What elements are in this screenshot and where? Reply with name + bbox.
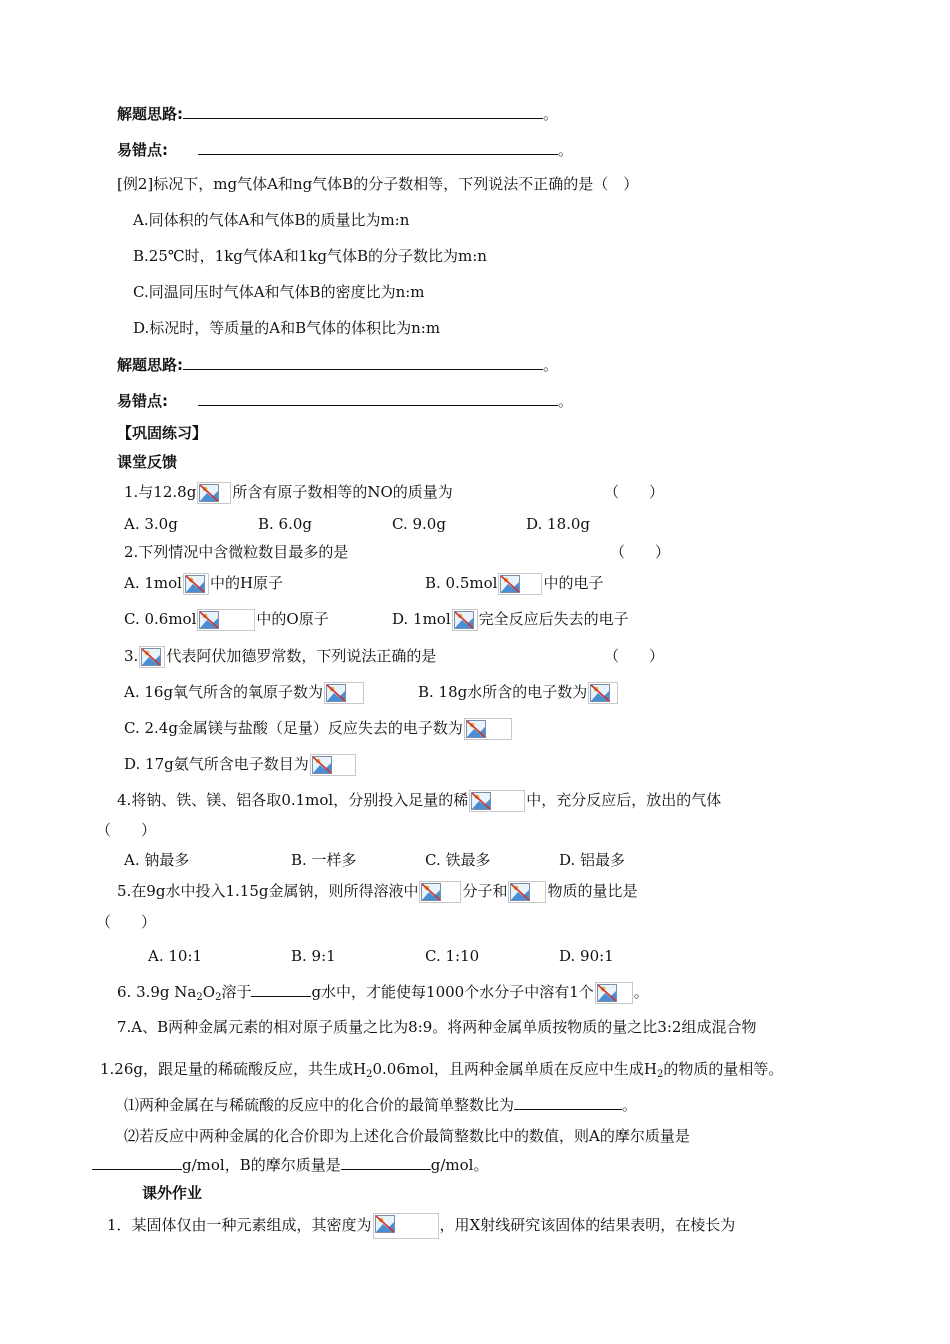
example-tag: [例2] <box>117 175 154 193</box>
broken-image-icon <box>454 611 474 629</box>
q1-stem: 1.与12.8g 所含有原子数相等的NO的质量为 <box>124 482 453 504</box>
broken-image-icon <box>326 684 346 702</box>
q7-line2: 1.26g，跟足量的稀硫酸反应，共生成$H_20.06mol$，且两种金属单质在反应中生成$H_2$的物质的量相等。 <box>100 1060 784 1080</box>
broken-image-icon <box>199 611 219 629</box>
broken-image-icon <box>466 720 486 738</box>
error-row-2 <box>117 391 573 411</box>
option-a: A.同体积的气体A和气体B的质量比为m:n <box>133 211 410 229</box>
q1-option-d: D. 18.0g <box>526 515 591 533</box>
formula-image <box>469 790 525 812</box>
q5-option-b: B. 9:1 <box>291 947 336 965</box>
thinking-label: 解题思路: <box>117 356 183 374</box>
homework-q1: 1．某固体仅由一种元素组成，其密度为 ，用X射线研究该固体的结果表明，在棱长为 <box>107 1213 735 1239</box>
answer-blank[interactable] <box>198 140 558 155</box>
formula-image <box>419 881 461 903</box>
formula-image <box>310 754 356 776</box>
q4-option-c: C. 铁最多 <box>425 851 491 869</box>
q5-option-d: D. 90:1 <box>559 947 614 965</box>
q4-option-b: B. 一样多 <box>291 851 357 869</box>
thinking-row-1 <box>117 104 558 124</box>
example-2-question <box>117 174 638 194</box>
formula-image <box>197 609 255 631</box>
q2-option-c: C. 0.6mol 中的O原子 <box>124 609 329 631</box>
q6-stem: 6. 3.9g $Na_2O_2$溶于 g水中，才能使每1000个水分子中溶有1个 。 <box>117 983 649 1003</box>
answer-blank[interactable] <box>198 391 558 406</box>
q4-option-d: D. 铝最多 <box>559 851 626 869</box>
period: 。 <box>558 392 574 410</box>
formula-image <box>373 1213 439 1239</box>
formula-image <box>183 573 209 595</box>
broken-image-icon <box>510 883 530 901</box>
formula-image <box>464 718 512 740</box>
option-c: C.同温同压时气体A和气体B的密度比为n:m <box>133 283 425 301</box>
q5-option-c: C. 1:10 <box>425 947 480 965</box>
q7-part1: ⑴两种金属在与稀硫酸的反应中的化合价的最简单整数比为 。 <box>124 1096 638 1114</box>
q7-line1: 7.A、B两种金属元素的相对原子质量之比为8:9。将两种金属单质按物质的量之比3:2组成混合物 <box>117 1018 757 1036</box>
q7-part2: ⑵若反应中两种金属的化合价即为上述化合价最简整数比中的数值，则A的摩尔质量是 <box>124 1127 690 1145</box>
thinking-row-2 <box>117 355 558 375</box>
q3-option-a: A. 16g氧气所含的氧原子数为 <box>124 682 365 704</box>
broken-image-icon <box>590 684 610 702</box>
homework-heading: 课外作业 <box>142 1184 203 1202</box>
broken-image-icon <box>199 484 219 502</box>
broken-image-icon <box>185 575 205 593</box>
answer-blank[interactable] <box>183 104 543 119</box>
q3-stem: 3. 代表阿伏加德罗常数，下列说法正确的是 <box>124 646 436 668</box>
formula-image <box>324 682 364 704</box>
option-d: D.标况时，等质量的A和B气体的体积比为n:m <box>133 319 441 337</box>
broken-image-icon <box>500 575 520 593</box>
formula-image <box>588 682 618 704</box>
formula-image <box>452 609 478 631</box>
q3-option-c: C. 2.4g金属镁与盐酸（足量）反应失去的电子数为 <box>124 718 513 740</box>
option-b: B.25℃时，1kg气体A和1kg气体B的分子数比为m:n <box>133 247 487 265</box>
answer-blank[interactable] <box>341 1155 431 1170</box>
q4-stem: 4.将钠、铁、镁、铝各取0.1mol，分别投入足量的稀 中，充分反应后，放出的气体 <box>117 790 721 812</box>
answer-blank[interactable] <box>183 355 543 370</box>
answer-paren[interactable]: （ ） <box>604 647 665 665</box>
answer-blank[interactable] <box>514 1095 622 1110</box>
q2-stem: 2.下列情况中含微粒数目最多的是 <box>124 543 349 561</box>
q5-option-a: A. 10:1 <box>148 947 203 965</box>
broken-image-icon <box>375 1215 395 1233</box>
broken-image-icon <box>597 984 617 1002</box>
q7-part2-answers: g/mol，B的摩尔质量是 g/mol。 <box>92 1155 488 1175</box>
subsection-heading: 课堂反馈 <box>117 453 178 471</box>
q2-option-d: D. 1mol 完全反应后失去的电子 <box>392 609 629 631</box>
q3-option-d: D. 17g氨气所含电子数目为 <box>124 754 357 776</box>
q4-option-a: A. 钠最多 <box>124 851 190 869</box>
broken-image-icon <box>141 648 161 666</box>
formula-image <box>498 573 542 595</box>
answer-paren[interactable]: （ ） <box>96 821 157 839</box>
answer-paren[interactable]: （ ） <box>96 913 157 931</box>
q2-option-a: A. 1mol 中的H原子 <box>124 573 283 595</box>
q1-option-a: A. 3.0g <box>124 515 178 533</box>
q5-stem: 5.在9g水中投入1.15g金属钠，则所得溶液中 分子和 物质的量比是 <box>117 881 638 903</box>
formula-image <box>197 482 231 504</box>
formula-image <box>595 982 633 1004</box>
thinking-label: 解题思路: <box>117 105 183 123</box>
q1-option-c: C. 9.0g <box>392 515 446 533</box>
answer-blank[interactable] <box>92 1155 182 1170</box>
period: 。 <box>558 141 574 159</box>
section-heading: 【巩固练习】 <box>117 424 208 442</box>
period: 。 <box>543 105 559 123</box>
q3-option-b: B. 18g水所含的电子数为 <box>418 682 619 704</box>
q2-option-b: B. 0.5mol 中的电子 <box>425 573 603 595</box>
answer-blank[interactable] <box>251 982 311 997</box>
q1-option-b: B. 6.0g <box>258 515 313 533</box>
broken-image-icon <box>471 792 491 810</box>
answer-paren[interactable]: （ ） <box>610 543 671 561</box>
answer-paren[interactable]: （ ） <box>604 483 665 501</box>
formula-image <box>139 646 165 668</box>
error-row-1 <box>117 140 573 160</box>
period: 。 <box>543 356 559 374</box>
question-text: 标况下，mg气体A和ng气体B的分子数相等，下列说法不正确的是（ ） <box>153 175 639 193</box>
broken-image-icon <box>312 756 332 774</box>
broken-image-icon <box>421 883 441 901</box>
formula-image <box>508 881 546 903</box>
error-label: 易错点: <box>117 392 168 410</box>
error-label: 易错点: <box>117 141 168 159</box>
